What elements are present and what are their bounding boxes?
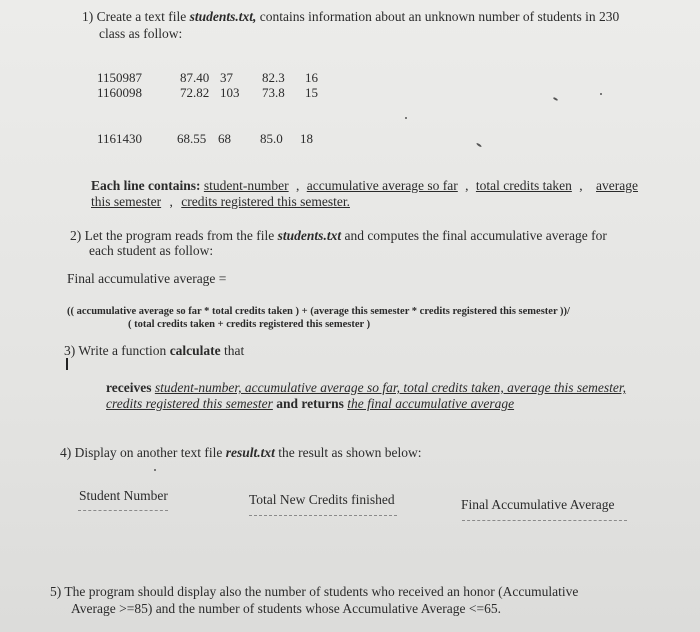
paper-speck (476, 142, 482, 147)
each-line-prefix: Each line contains: (91, 178, 201, 193)
sep: , (465, 178, 469, 193)
q1-text: 1) Create a text file (82, 9, 187, 24)
record-1-sem-avg: 82.3 (262, 70, 285, 85)
record-2-sem-credits: 15 (305, 85, 318, 100)
record-3-sem-avg: 85.0 (260, 131, 283, 146)
q4-line (60, 444, 421, 461)
q3-text: 3) Write a function (64, 343, 167, 358)
q3-and-returns: and returns (276, 396, 344, 411)
q5-line1: 5) The program should display also the number of students who received an honor (Accumulative (50, 584, 579, 599)
q3-params-line2 (106, 395, 514, 412)
q1-line2: class as follow: (99, 26, 183, 41)
field-average-b: this semester (91, 194, 162, 209)
field-average-a: average (596, 178, 638, 193)
record-3-credits: 68 (218, 131, 231, 146)
result-col-final-average: Final Accumulative Average (461, 497, 615, 512)
record-row-1 (97, 70, 142, 86)
q1-text-b: contains information about an unknown number of students in 230 (259, 9, 620, 24)
each-line-row2 (91, 193, 350, 210)
record-1-credits: 37 (220, 70, 233, 85)
field-credits-registered: credits registered this semester. (181, 194, 350, 209)
text-cursor (66, 358, 68, 370)
result-underline-2 (249, 515, 397, 516)
record-3-id: 1161430 (97, 131, 143, 146)
paper-speck (405, 117, 407, 119)
field-accumulative-average: accumulative average so far (306, 178, 458, 193)
paper-speck (154, 469, 156, 471)
record-1-id: 1150987 (97, 70, 143, 85)
q4-filename: result.txt (225, 445, 275, 460)
record-3-sem-credits: 18 (300, 131, 313, 146)
record-2-credits: 103 (220, 85, 240, 100)
formula-line1: (( accumulative average so far * total credits taken ) + (average this semester * credits registered this semester ))/ (67, 306, 570, 317)
q1-filename: students.txt, (189, 9, 257, 24)
formula-label: Final accumulative average = (67, 271, 227, 286)
field-total-credits: total credits taken (475, 178, 572, 193)
record-2-sem-avg: 73.8 (262, 85, 285, 100)
result-col-student-number: Student Number (79, 488, 168, 503)
q1-line1 (82, 8, 682, 25)
q4-text-b: the result as shown below: (278, 445, 422, 460)
result-col-total-credits: Total New Credits finished (249, 492, 395, 507)
q2-text-b: and computes the final accumulative average for (344, 228, 607, 243)
paper-speck (553, 97, 558, 101)
q4-text-a: 4) Display on another text file (60, 445, 223, 460)
q2-text-a: 2) Let the program reads from the file (70, 228, 275, 243)
formula-line2: ( total credits taken + credits registered this semester ) (128, 319, 371, 330)
q2-line2: each student as follow: (89, 243, 214, 258)
result-underline-1 (78, 510, 168, 511)
sep: , (296, 178, 300, 193)
q3-params-2: credits registered this semester (106, 396, 273, 411)
q3-function-name: calculate (169, 343, 221, 358)
record-2-avg: 72.82 (180, 85, 210, 100)
each-line-row1 (91, 177, 638, 194)
q5-line2: Average >=85) and the number of students whose Accumulative Average <=65. (71, 601, 501, 616)
q3-returns-value: the final accumulative average (347, 396, 515, 411)
record-3-avg: 68.55 (177, 131, 207, 146)
q3-text-end: that (224, 343, 245, 358)
sep: , (579, 178, 583, 193)
field-student-number: student-number (203, 178, 289, 193)
q3-params-1: student-number, accumulative average so far, total credits taken, average this semester, (154, 380, 627, 395)
sep: , (169, 194, 173, 209)
result-underline-3 (462, 520, 627, 521)
record-1-avg: 87.40 (180, 70, 210, 85)
paper-speck (600, 93, 602, 95)
q2-filename: students.txt (277, 228, 342, 243)
q3-params-line1 (106, 379, 626, 396)
record-2-id: 1160098 (97, 85, 143, 100)
record-1-sem-credits: 16 (305, 70, 318, 85)
q3-line (64, 342, 244, 359)
q3-receives: receives (106, 380, 152, 395)
